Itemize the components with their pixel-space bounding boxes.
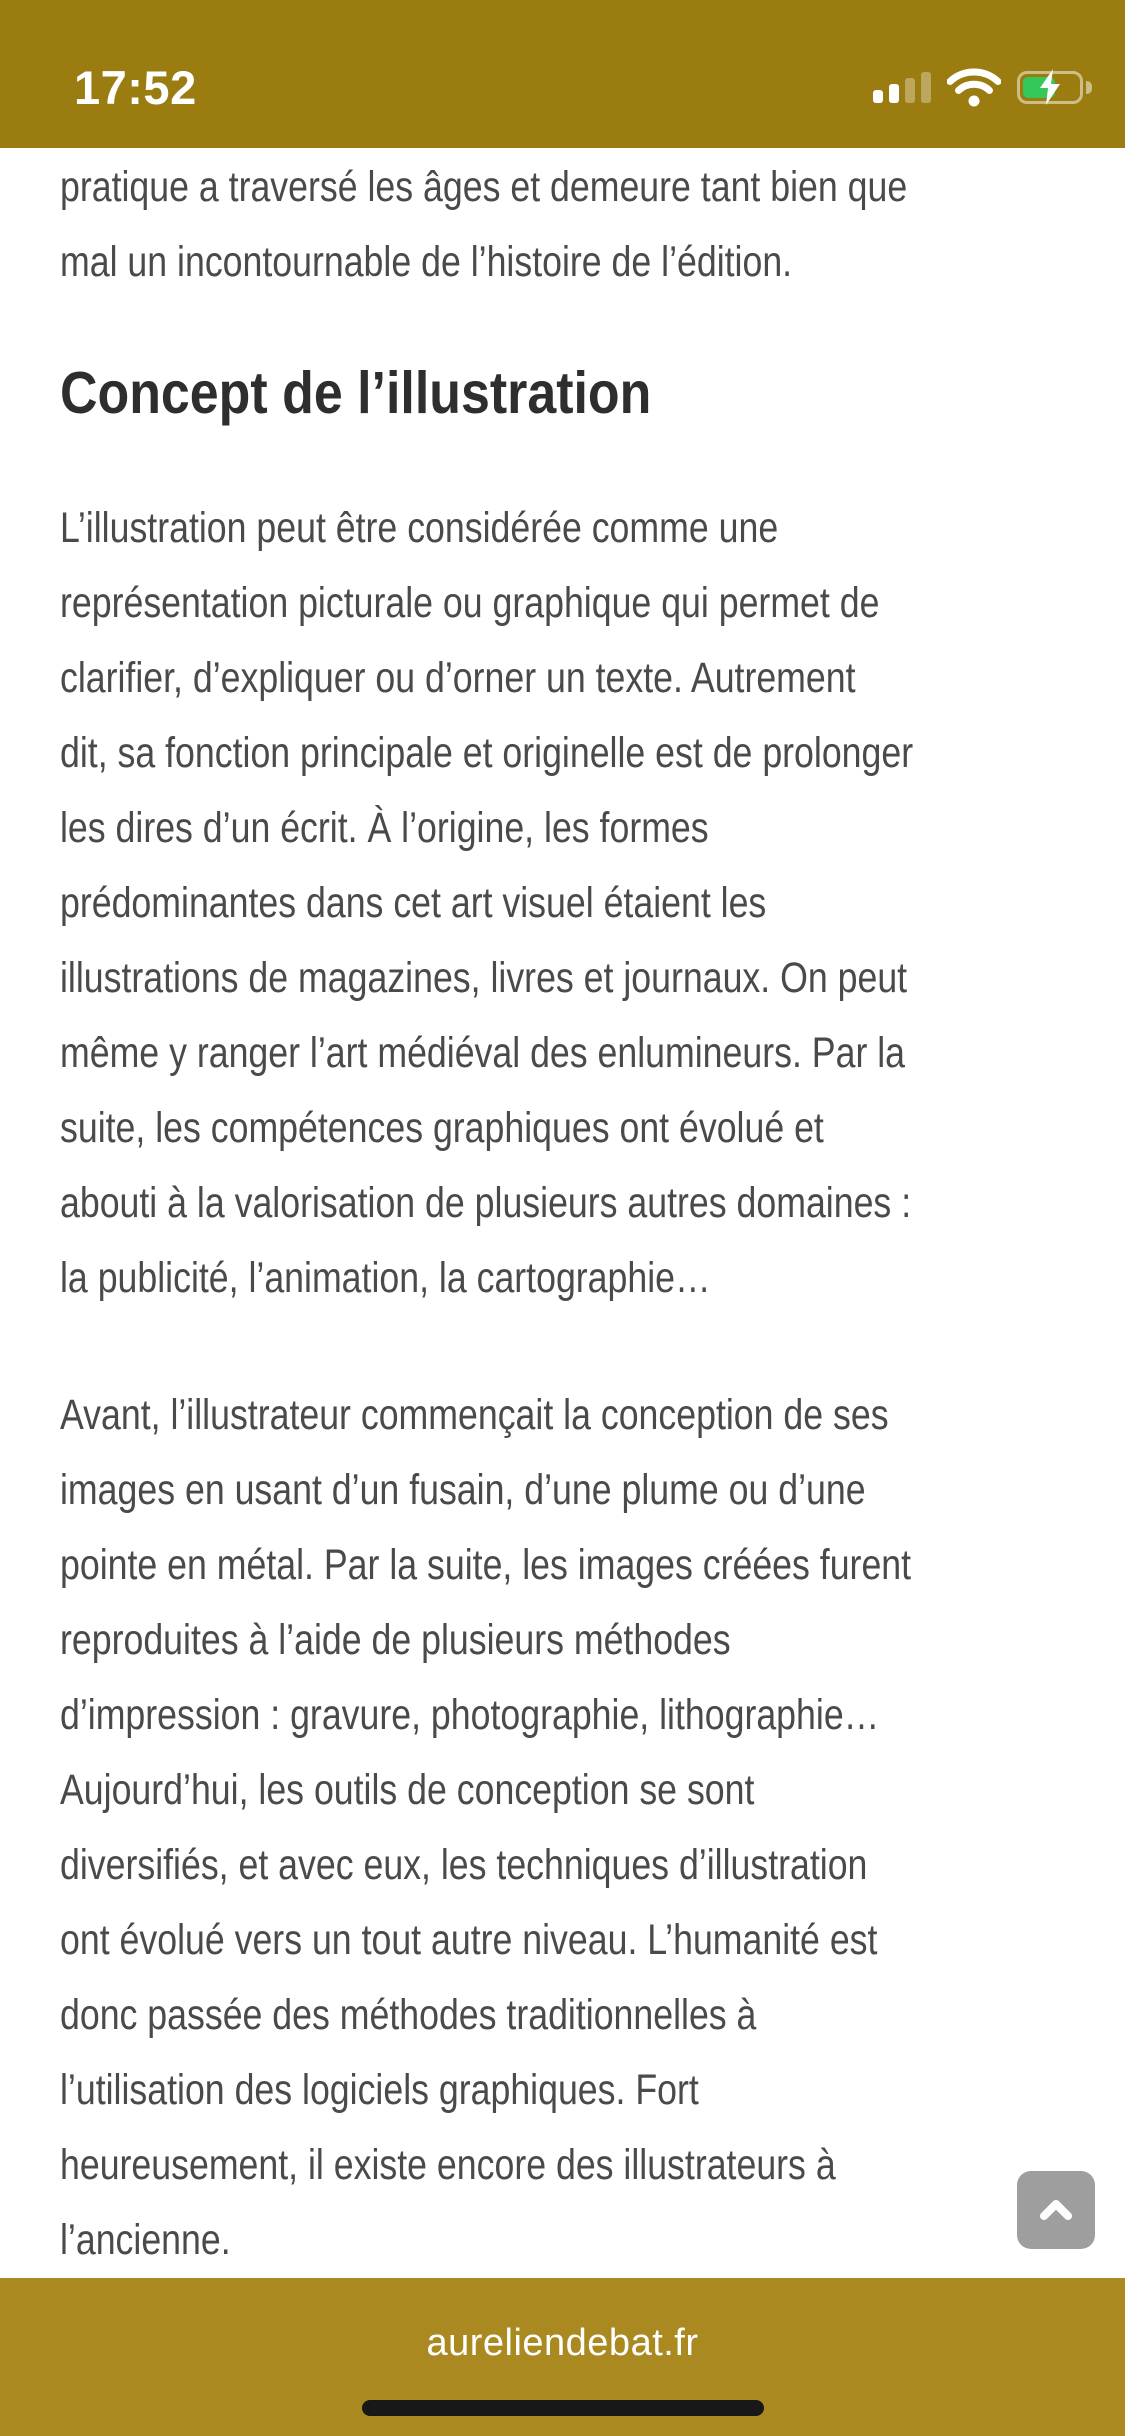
text-line: mal un incontournable de l’histoire de l’édition. xyxy=(60,238,793,286)
text-line: abouti à la valorisation de plusieurs autres domaines : xyxy=(60,1179,912,1227)
text-line: représentation picturale ou graphique qui permet de xyxy=(60,579,880,627)
battery-charging-icon xyxy=(1017,71,1083,104)
text-line: suite, les compétences graphiques ont évolué et xyxy=(60,1104,824,1152)
status-icons xyxy=(873,67,1091,107)
text-line: ont évolué vers un tout autre niveau. L’humanité est xyxy=(60,1916,878,1964)
chevron-up-icon xyxy=(1039,2199,1073,2221)
safari-bottom-bar[interactable] xyxy=(0,2278,1125,2436)
text-line: Avant, l’illustrateur commençait la conception de ses xyxy=(60,1391,889,1439)
status-time: 17:52 xyxy=(74,60,197,114)
text-line: pratique a traversé les âges et demeure tant bien que xyxy=(60,163,908,211)
text-line: clarifier, d’expliquer ou d’orner un texte. Autrement xyxy=(60,654,856,702)
url-text[interactable]: aureliendebat.fr xyxy=(426,2322,699,2364)
text-line: L’illustration peut être considérée comme une xyxy=(60,504,779,552)
text-line: diversifiés, et avec eux, les techniques d’illustration xyxy=(60,1841,868,1889)
text-line: Aujourd’hui, les outils de conception se sont xyxy=(60,1766,755,1814)
text-line: reproduites à l’aide de plusieurs méthodes xyxy=(60,1616,731,1664)
paragraph-concept xyxy=(60,491,1070,1316)
paragraph-history xyxy=(60,1378,1070,2278)
paragraph-intro xyxy=(60,148,1070,300)
text-line: dit, sa fonction principale et originelle est de prolonger xyxy=(60,729,914,777)
text-line: prédominantes dans cet art visuel étaient les xyxy=(60,879,767,927)
text-line: la publicité, l’animation, la cartographie… xyxy=(60,1254,711,1302)
text-line: même y ranger l’art médiéval des enlumineurs. Par la xyxy=(60,1029,906,1077)
article-content xyxy=(60,148,1070,2278)
text-line: heureusement, il existe encore des illustrateurs à xyxy=(60,2141,836,2189)
home-indicator[interactable] xyxy=(362,2400,764,2416)
wifi-icon xyxy=(947,67,1001,107)
status-bar xyxy=(0,0,1125,148)
text-line: l’utilisation des logiciels graphiques. Fort xyxy=(60,2066,699,2114)
scroll-to-top-button[interactable] xyxy=(1017,2171,1095,2249)
text-line: l’ancienne. xyxy=(60,2216,231,2264)
text-line: d’impression : gravure, photographie, lithographie… xyxy=(60,1691,880,1739)
text-line: donc passée des méthodes traditionnelles à xyxy=(60,1991,757,2039)
text-line: les dires d’un écrit. À l’origine, les formes xyxy=(60,804,709,852)
text-line: illustrations de magazines, livres et journaux. On peut xyxy=(60,954,908,1002)
text-line: images en usant d’un fusain, d’une plume ou d’une xyxy=(60,1466,866,1514)
text-line: pointe en métal. Par la suite, les images créées furent xyxy=(60,1541,912,1589)
charging-bolt-icon xyxy=(1035,68,1065,106)
cellular-signal-icon xyxy=(873,71,931,103)
section-heading: Concept de l’illustration xyxy=(60,360,652,426)
